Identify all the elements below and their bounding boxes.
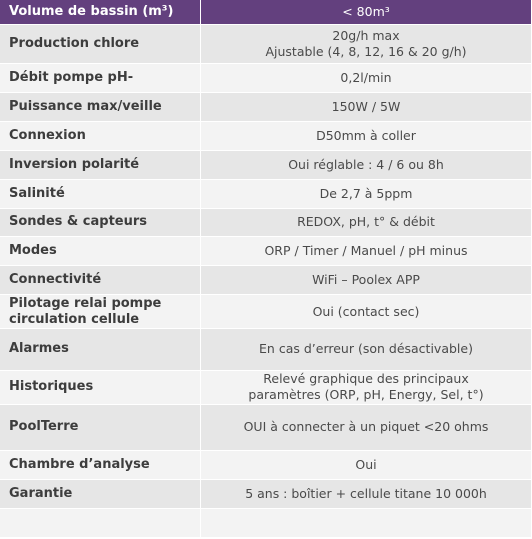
row-label — [0, 509, 201, 537]
row-value: WiFi – Poolex APP — [201, 266, 532, 294]
table-row — [0, 405, 532, 450]
row-value: 0,2l/min — [201, 64, 532, 92]
row-label: Modes — [0, 237, 201, 265]
row-label: Production chlore — [0, 25, 201, 63]
row-value: Oui — [201, 451, 532, 479]
row-value: REDOX, pH, t° & débit — [201, 209, 532, 237]
row-value: Relevé graphique des principaux paramètres (ORP, pH, Energy, Sel, t°) — [201, 371, 532, 404]
row-label: Garantie — [0, 480, 201, 508]
row-label: Historiques — [0, 371, 201, 404]
row-label: Alarmes — [0, 329, 201, 369]
table-row — [0, 151, 532, 179]
row-label: Sondes & capteurs — [0, 209, 201, 237]
row-value: En cas d’erreur (son désactivable) — [201, 329, 532, 369]
row-label: Puissance max/veille — [0, 93, 201, 121]
row-value: De 2,7 à 5ppm — [201, 180, 532, 208]
table-row — [0, 451, 532, 479]
row-label: Débit pompe pH- — [0, 64, 201, 92]
header-value: < 80m³ — [201, 0, 532, 24]
row-value: ORP / Timer / Manuel / pH minus — [201, 237, 532, 265]
header-label: Volume de bassin (m³) — [0, 0, 201, 24]
table-row — [0, 209, 532, 237]
row-value: OUI à connecter à un piquet <20 ohms — [201, 405, 532, 450]
table-row — [0, 25, 532, 63]
table-row — [0, 329, 532, 369]
row-label: Chambre d’analyse — [0, 451, 201, 479]
table-row — [0, 266, 532, 294]
table-row — [0, 64, 532, 92]
row-value: D50mm à coller — [201, 122, 532, 150]
table-header-row — [0, 0, 532, 24]
row-value: 5 ans : boîtier + cellule titane 10 000h — [201, 480, 532, 508]
table-row — [0, 122, 532, 150]
row-value: 150W / 5W — [201, 93, 532, 121]
row-label: Inversion polarité — [0, 151, 201, 179]
table-row — [0, 93, 532, 121]
row-label: Salinité — [0, 180, 201, 208]
row-label: Connectivité — [0, 266, 201, 294]
row-value — [201, 509, 532, 537]
row-label: Pilotage relai pompe circulation cellule — [0, 295, 201, 328]
row-value: 20g/h max Ajustable (4, 8, 12, 16 & 20 g/h) — [201, 25, 532, 63]
table-row — [0, 480, 532, 508]
row-label: PoolTerre — [0, 405, 201, 450]
row-value: Oui réglable : 4 / 6 ou 8h — [201, 151, 532, 179]
table-row — [0, 237, 532, 265]
row-label: Connexion — [0, 122, 201, 150]
table-row — [0, 371, 532, 404]
table-row — [0, 295, 532, 328]
table-row — [0, 180, 532, 208]
table-row — [0, 509, 532, 537]
row-value: Oui (contact sec) — [201, 295, 532, 328]
